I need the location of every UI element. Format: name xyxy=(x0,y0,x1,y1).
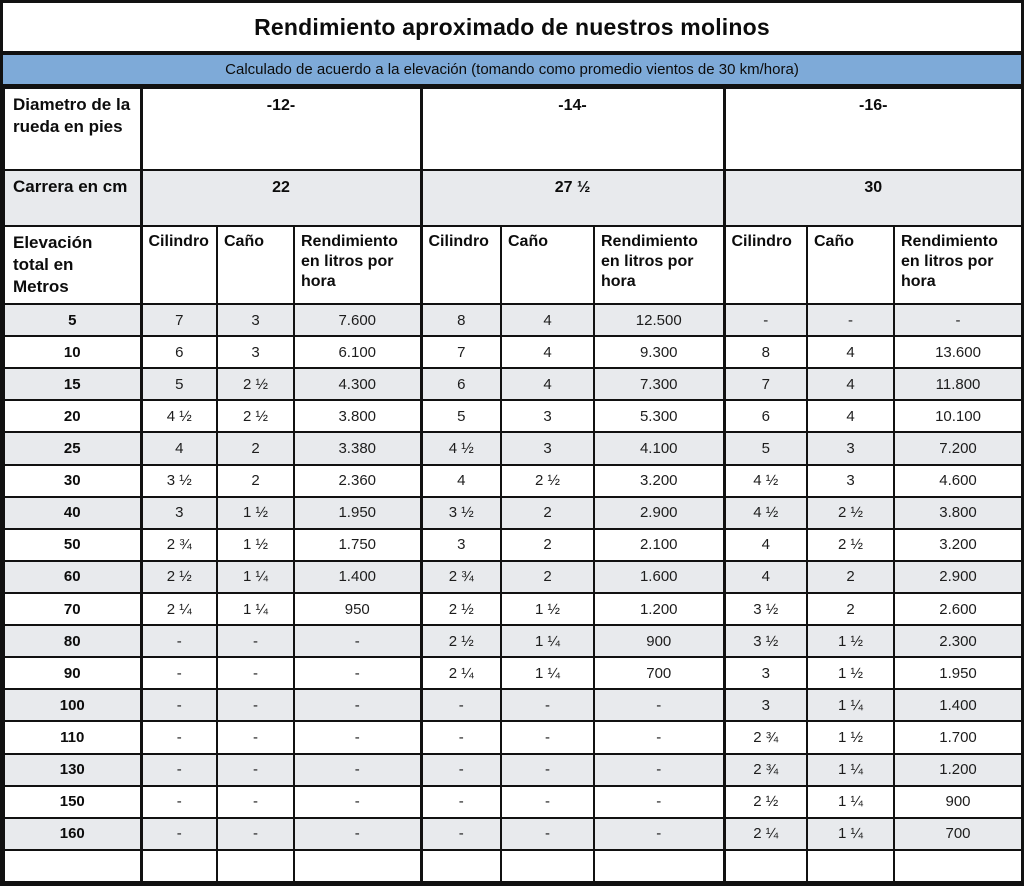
column-header-cano-14: Caño xyxy=(501,226,594,304)
value-cell: 8 xyxy=(724,336,807,368)
value-cell: - xyxy=(294,818,421,850)
value-cell: 3 xyxy=(217,304,294,336)
value-cell: 2 ½ xyxy=(724,786,807,818)
value-cell: 4 xyxy=(724,529,807,561)
elevation-cell xyxy=(4,850,141,882)
column-header-rendimiento-12: Rendimiento en litros por hora xyxy=(294,226,421,304)
value-cell: 7.600 xyxy=(294,304,421,336)
column-header-cano-12: Caño xyxy=(217,226,294,304)
value-cell xyxy=(501,850,594,882)
value-cell: 2 ¼ xyxy=(141,593,217,625)
value-cell: 7 xyxy=(141,304,217,336)
value-cell: 1.950 xyxy=(294,497,421,529)
value-cell: 2.900 xyxy=(594,497,724,529)
value-cell: 1 ¼ xyxy=(501,657,594,689)
value-cell: 2 ¾ xyxy=(141,529,217,561)
value-cell: 4 xyxy=(141,432,217,464)
table-body xyxy=(4,304,1022,882)
elevation-column-label: Elevación total en Metros xyxy=(4,226,141,304)
elevation-cell: 10 xyxy=(4,336,141,368)
elevation-cell: 160 xyxy=(4,818,141,850)
value-cell xyxy=(141,850,217,882)
value-cell: 1.200 xyxy=(594,593,724,625)
value-cell: - xyxy=(141,657,217,689)
elevation-cell: 15 xyxy=(4,368,141,400)
value-cell xyxy=(894,850,1022,882)
value-cell: 3 xyxy=(501,400,594,432)
carrera-header-row xyxy=(4,170,1022,226)
table-row xyxy=(4,529,1022,561)
value-cell: 6 xyxy=(724,400,807,432)
value-cell xyxy=(421,850,501,882)
table-row xyxy=(4,850,1022,882)
value-cell: 4.100 xyxy=(594,432,724,464)
value-cell: - xyxy=(501,786,594,818)
value-cell: 1 ½ xyxy=(807,657,894,689)
value-cell: 2 ½ xyxy=(217,368,294,400)
value-cell: 1 ½ xyxy=(807,625,894,657)
value-cell: - xyxy=(141,786,217,818)
table-row xyxy=(4,721,1022,753)
diameter-row-label: Diametro de la rueda en pies xyxy=(4,88,141,170)
value-cell: 3 ½ xyxy=(421,497,501,529)
value-cell: 6 xyxy=(421,368,501,400)
value-cell: 2 ½ xyxy=(421,625,501,657)
value-cell: - xyxy=(294,786,421,818)
table-row xyxy=(4,786,1022,818)
table-row xyxy=(4,657,1022,689)
value-cell: - xyxy=(724,304,807,336)
value-cell: 1.700 xyxy=(894,721,1022,753)
value-cell: 3 ½ xyxy=(141,465,217,497)
value-cell: 3 xyxy=(724,657,807,689)
value-cell: 2 ¾ xyxy=(421,561,501,593)
table-row xyxy=(4,432,1022,464)
elevation-cell: 25 xyxy=(4,432,141,464)
value-cell: 2 xyxy=(501,561,594,593)
value-cell: 2 xyxy=(217,432,294,464)
value-cell: 11.800 xyxy=(894,368,1022,400)
elevation-cell: 80 xyxy=(4,625,141,657)
value-cell: 3 xyxy=(501,432,594,464)
value-cell: 4 ½ xyxy=(724,497,807,529)
value-cell: - xyxy=(141,721,217,753)
value-cell: 2 xyxy=(807,561,894,593)
value-cell: 2 ¾ xyxy=(724,754,807,786)
value-cell: 12.500 xyxy=(594,304,724,336)
value-cell: 900 xyxy=(594,625,724,657)
value-cell: 4 ½ xyxy=(724,465,807,497)
value-cell: - xyxy=(421,786,501,818)
value-cell: 2 ½ xyxy=(141,561,217,593)
value-cell: 2 ¼ xyxy=(421,657,501,689)
value-cell: 3.380 xyxy=(294,432,421,464)
elevation-cell: 30 xyxy=(4,465,141,497)
column-header-cilindro-14: Cilindro xyxy=(421,226,501,304)
value-cell: - xyxy=(294,689,421,721)
value-cell: 3 xyxy=(724,689,807,721)
elevation-cell: 20 xyxy=(4,400,141,432)
diameter-header-row xyxy=(4,88,1022,170)
subtitle-band: Calculado de acuerdo a la elevación (tomando como promedio vientos de 30 km/hora) xyxy=(3,55,1021,87)
carrera-group-12: 22 xyxy=(141,170,421,226)
table-row xyxy=(4,818,1022,850)
value-cell: 2 ½ xyxy=(807,497,894,529)
value-cell: - xyxy=(294,754,421,786)
value-cell: 3 xyxy=(421,529,501,561)
value-cell: 4 xyxy=(501,304,594,336)
value-cell xyxy=(217,850,294,882)
value-cell: - xyxy=(421,721,501,753)
value-cell: 4 xyxy=(501,336,594,368)
value-cell xyxy=(594,850,724,882)
value-cell: 2 ½ xyxy=(217,400,294,432)
value-cell: 1.200 xyxy=(894,754,1022,786)
value-cell: 7.200 xyxy=(894,432,1022,464)
value-cell: 2.100 xyxy=(594,529,724,561)
value-cell: 2 xyxy=(807,593,894,625)
value-cell: 2.900 xyxy=(894,561,1022,593)
performance-table xyxy=(3,87,1023,883)
column-header-cano-16: Caño xyxy=(807,226,894,304)
value-cell: 3 ½ xyxy=(724,593,807,625)
value-cell: - xyxy=(421,689,501,721)
value-cell: 5 xyxy=(141,368,217,400)
elevation-cell: 150 xyxy=(4,786,141,818)
value-cell: 1.400 xyxy=(894,689,1022,721)
value-cell: - xyxy=(141,818,217,850)
carrera-row-label: Carrera en cm xyxy=(4,170,141,226)
diameter-group-14: -14- xyxy=(421,88,724,170)
value-cell: - xyxy=(421,754,501,786)
table-row xyxy=(4,497,1022,529)
table-row xyxy=(4,304,1022,336)
value-cell: - xyxy=(501,689,594,721)
diameter-group-16: -16- xyxy=(724,88,1022,170)
value-cell: - xyxy=(594,689,724,721)
value-cell: 950 xyxy=(294,593,421,625)
column-header-cilindro-12: Cilindro xyxy=(141,226,217,304)
value-cell: - xyxy=(294,657,421,689)
value-cell: - xyxy=(217,625,294,657)
value-cell: 3 xyxy=(807,432,894,464)
value-cell: 1 ½ xyxy=(217,529,294,561)
value-cell: 1.600 xyxy=(594,561,724,593)
value-cell: 2 xyxy=(501,497,594,529)
value-cell: - xyxy=(594,754,724,786)
value-cell: 3.200 xyxy=(594,465,724,497)
value-cell: 2.360 xyxy=(294,465,421,497)
value-cell: 1 ½ xyxy=(217,497,294,529)
carrera-group-16: 30 xyxy=(724,170,1022,226)
value-cell: - xyxy=(807,304,894,336)
value-cell: 7 xyxy=(421,336,501,368)
table-row xyxy=(4,625,1022,657)
table-row xyxy=(4,465,1022,497)
value-cell: 13.600 xyxy=(894,336,1022,368)
value-cell: 1 ¼ xyxy=(501,625,594,657)
value-cell: - xyxy=(421,818,501,850)
value-cell: - xyxy=(501,721,594,753)
value-cell: 1.950 xyxy=(894,657,1022,689)
value-cell: 2.300 xyxy=(894,625,1022,657)
table-row xyxy=(4,689,1022,721)
value-cell: - xyxy=(217,689,294,721)
value-cell: 1.400 xyxy=(294,561,421,593)
value-cell: 6 xyxy=(141,336,217,368)
table-row xyxy=(4,400,1022,432)
carrera-group-14: 27 ½ xyxy=(421,170,724,226)
value-cell: 900 xyxy=(894,786,1022,818)
value-cell: - xyxy=(217,818,294,850)
value-cell: 10.100 xyxy=(894,400,1022,432)
value-cell: 5 xyxy=(421,400,501,432)
value-cell: - xyxy=(217,786,294,818)
value-cell: 2 xyxy=(217,465,294,497)
table-row xyxy=(4,336,1022,368)
diameter-group-12: -12- xyxy=(141,88,421,170)
value-cell: 3 xyxy=(217,336,294,368)
value-cell: 7 xyxy=(724,368,807,400)
value-cell: 3 xyxy=(141,497,217,529)
value-cell: 1.750 xyxy=(294,529,421,561)
value-cell: 2 xyxy=(501,529,594,561)
value-cell: 3 ½ xyxy=(724,625,807,657)
value-cell: 2 ½ xyxy=(421,593,501,625)
elevation-cell: 5 xyxy=(4,304,141,336)
value-cell: 1 ¼ xyxy=(217,561,294,593)
value-cell: - xyxy=(594,818,724,850)
value-cell: 4 ½ xyxy=(421,432,501,464)
elevation-cell: 130 xyxy=(4,754,141,786)
value-cell: - xyxy=(141,625,217,657)
value-cell: - xyxy=(217,721,294,753)
value-cell: - xyxy=(294,721,421,753)
value-cell: - xyxy=(594,721,724,753)
value-cell: 4 xyxy=(807,336,894,368)
table-row xyxy=(4,368,1022,400)
value-cell: 5.300 xyxy=(594,400,724,432)
value-cell: 8 xyxy=(421,304,501,336)
value-cell: - xyxy=(594,786,724,818)
value-cell: - xyxy=(294,625,421,657)
elevation-cell: 70 xyxy=(4,593,141,625)
elevation-cell: 40 xyxy=(4,497,141,529)
value-cell: 700 xyxy=(594,657,724,689)
value-cell: 4 xyxy=(501,368,594,400)
value-cell: 4 ½ xyxy=(141,400,217,432)
value-cell: 4 xyxy=(807,400,894,432)
value-cell: 4 xyxy=(421,465,501,497)
value-cell: 4.600 xyxy=(894,465,1022,497)
value-cell: 5 xyxy=(724,432,807,464)
value-cell: 700 xyxy=(894,818,1022,850)
value-cell: - xyxy=(217,754,294,786)
value-cell: 1 ¼ xyxy=(807,786,894,818)
page-title: Rendimiento aproximado de nuestros molinos xyxy=(3,3,1021,55)
value-cell: 1 ¼ xyxy=(807,689,894,721)
elevation-cell: 50 xyxy=(4,529,141,561)
value-cell: 2.600 xyxy=(894,593,1022,625)
value-cell xyxy=(807,850,894,882)
value-cell: - xyxy=(217,657,294,689)
value-cell: 4 xyxy=(807,368,894,400)
column-header-row xyxy=(4,226,1022,304)
value-cell: 2 ¾ xyxy=(724,721,807,753)
value-cell: 3.800 xyxy=(894,497,1022,529)
value-cell: 9.300 xyxy=(594,336,724,368)
value-cell: 2 ¼ xyxy=(724,818,807,850)
value-cell: - xyxy=(501,754,594,786)
elevation-cell: 100 xyxy=(4,689,141,721)
value-cell: 1 ¼ xyxy=(807,818,894,850)
value-cell: 3 xyxy=(807,465,894,497)
elevation-cell: 60 xyxy=(4,561,141,593)
value-cell: - xyxy=(141,689,217,721)
value-cell: 3.200 xyxy=(894,529,1022,561)
value-cell: - xyxy=(501,818,594,850)
value-cell: 1 ½ xyxy=(807,721,894,753)
elevation-cell: 90 xyxy=(4,657,141,689)
value-cell: 1 ½ xyxy=(501,593,594,625)
value-cell: - xyxy=(141,754,217,786)
value-cell: 3.800 xyxy=(294,400,421,432)
value-cell: - xyxy=(894,304,1022,336)
value-cell: 4 xyxy=(724,561,807,593)
value-cell: 6.100 xyxy=(294,336,421,368)
column-header-rendimiento-16: Rendimiento en litros por hora xyxy=(894,226,1022,304)
value-cell xyxy=(724,850,807,882)
column-header-cilindro-16: Cilindro xyxy=(724,226,807,304)
value-cell: 4.300 xyxy=(294,368,421,400)
value-cell xyxy=(294,850,421,882)
value-cell: 2 ½ xyxy=(501,465,594,497)
value-cell: 2 ½ xyxy=(807,529,894,561)
elevation-cell: 110 xyxy=(4,721,141,753)
table-row xyxy=(4,561,1022,593)
column-header-rendimiento-14: Rendimiento en litros por hora xyxy=(594,226,724,304)
table-row xyxy=(4,754,1022,786)
value-cell: 1 ¼ xyxy=(807,754,894,786)
value-cell: 7.300 xyxy=(594,368,724,400)
table-row xyxy=(4,593,1022,625)
value-cell: 1 ¼ xyxy=(217,593,294,625)
